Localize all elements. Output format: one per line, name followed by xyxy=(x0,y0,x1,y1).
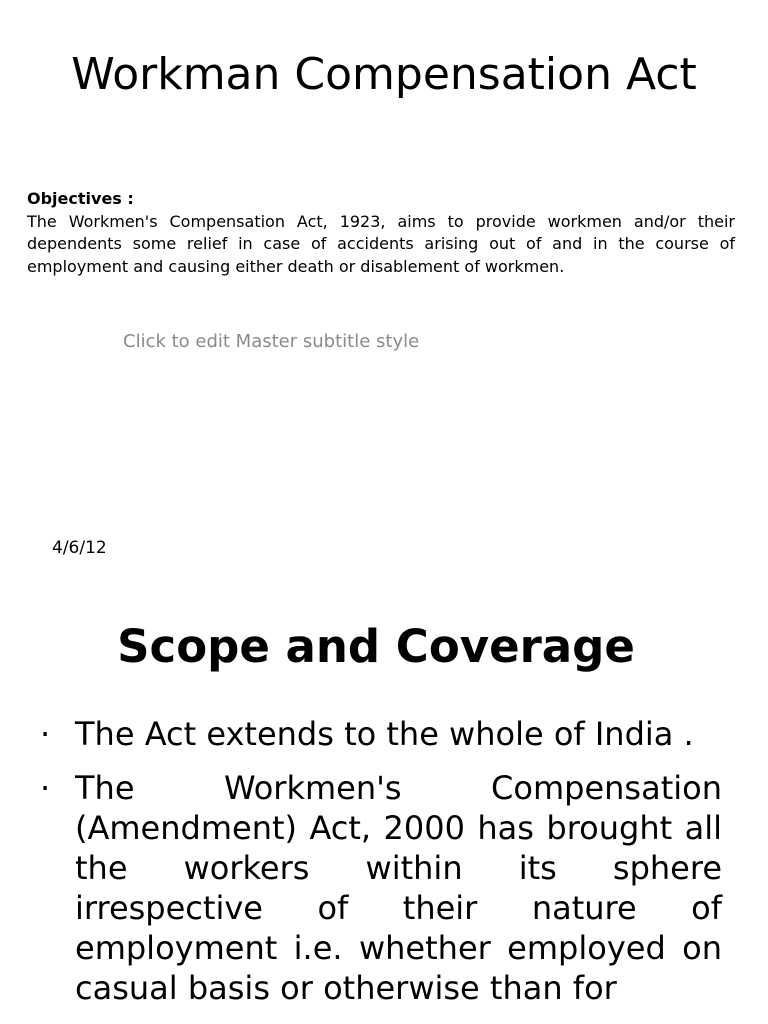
objectives-text: The Workmen's Compensation Act, 1923, aims to provide workmen and/or their dependents some relief in case of accidents arising out of and in the course of employment and causing either death or disablement of workmen. xyxy=(27,211,735,276)
bullet-list xyxy=(40,714,722,1022)
section-title: Scope and Coverage xyxy=(117,620,635,673)
objectives-heading: Objectives : xyxy=(27,189,134,208)
bullet-text: The Workmen's Compensation (Amendment) Act, 2000 has brought all the workers within its sphere irrespective of their nature of employment i.e. whether employed on casual basis or otherwise than for xyxy=(75,769,722,1007)
bullet-dot-icon: · xyxy=(40,769,51,807)
slide-date: 4/6/12 xyxy=(52,538,107,558)
bullet-item xyxy=(40,768,722,1008)
objectives-block xyxy=(27,188,735,278)
subtitle-placeholder[interactable]: Click to edit Master subtitle style xyxy=(123,331,420,352)
bullet-dot-icon: · xyxy=(40,715,51,753)
bullet-text: The Act extends to the whole of India . xyxy=(75,715,694,753)
slide-title: Workman Compensation Act xyxy=(71,49,697,100)
bullet-item xyxy=(40,714,722,754)
